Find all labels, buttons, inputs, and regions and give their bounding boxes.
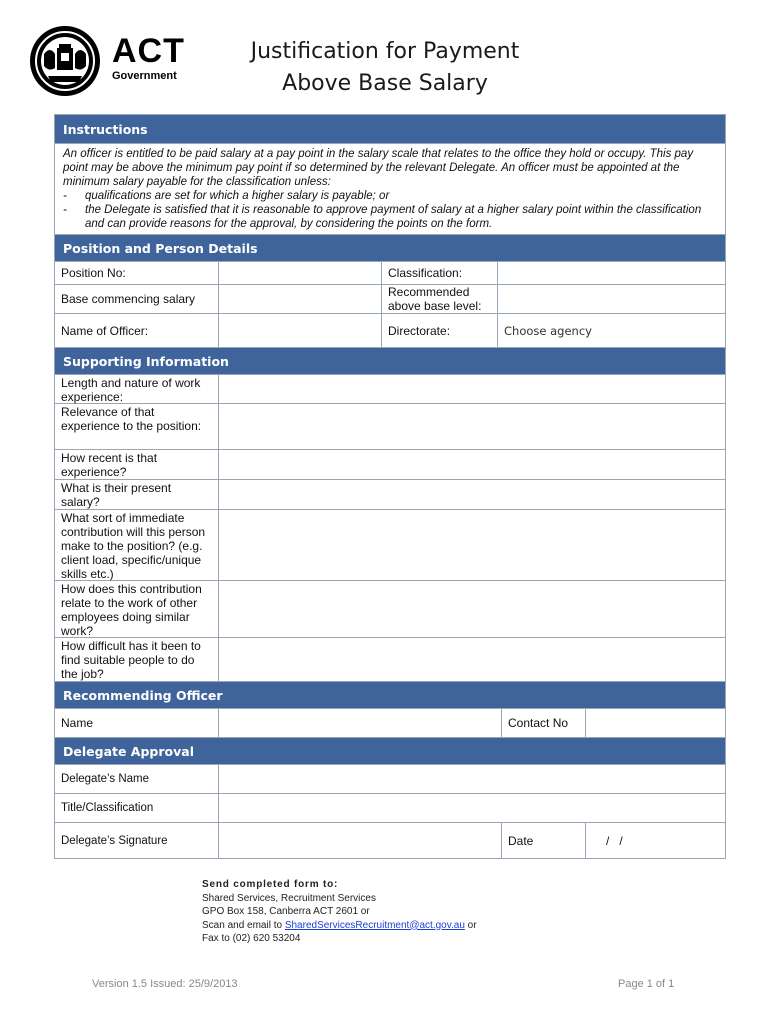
send-to-block <box>202 878 477 946</box>
document-title <box>200 36 570 100</box>
contact-no-label: Contact No <box>501 709 585 737</box>
supporting-row <box>55 580 725 637</box>
coat-of-arms-icon <box>30 26 100 96</box>
base-salary-field[interactable] <box>218 285 381 313</box>
recommended-field[interactable] <box>497 285 725 313</box>
answer-field[interactable] <box>218 510 725 580</box>
instructions-bullet <box>63 203 717 231</box>
instructions-bullet <box>63 189 717 203</box>
bullet-text: the Delegate is satisfied that it is reasonable to approve payment of salary at a higher salary point within the classification and can provide reasons for the approval, by considering the points on the form. <box>85 204 702 230</box>
contact-no-field[interactable] <box>585 709 725 737</box>
base-salary-label: Base commencing salary <box>61 292 196 306</box>
position-row <box>55 261 725 284</box>
delegate-name-label: Delegate’s Name <box>61 773 150 785</box>
supporting-row <box>55 374 725 403</box>
delegate-signature-field[interactable] <box>218 823 501 858</box>
recommending-heading: Recommending Officer <box>55 681 725 708</box>
justification-form <box>54 114 726 859</box>
instructions-text <box>55 143 725 234</box>
logo-subtext: Government <box>112 70 177 82</box>
answer-field[interactable] <box>218 375 725 403</box>
position-no-field[interactable] <box>218 262 381 284</box>
recommending-row <box>55 708 725 737</box>
directorate-label: Directorate: <box>381 314 497 347</box>
directorate-select[interactable]: Choose agency <box>497 314 725 347</box>
send-heading: Send completed form to: <box>202 879 339 890</box>
officer-row <box>55 313 725 347</box>
recommended-label: Recommended above base level: <box>381 285 497 313</box>
send-line-4: Fax to (02) 620 53204 <box>202 933 301 944</box>
send-line-3 <box>202 919 477 933</box>
supporting-row <box>55 479 725 509</box>
delegate-row <box>55 793 725 822</box>
supporting-row <box>55 637 725 681</box>
classification-label: Classification: <box>381 262 497 284</box>
supporting-row <box>55 509 725 580</box>
supporting-row <box>55 403 725 449</box>
date-label: Date <box>501 823 585 858</box>
question-label: How does this contribution relate to the work of other employees doing similar work? <box>61 582 202 638</box>
answer-field[interactable] <box>218 480 725 509</box>
question-label: How difficult has it been to find suitable people to do the job? <box>61 639 201 681</box>
bullet-text: qualifications are set for which a higher salary is payable; or <box>85 190 390 202</box>
classification-field[interactable] <box>497 262 725 284</box>
officer-name-field[interactable] <box>218 314 381 347</box>
delegate-row <box>55 764 725 793</box>
supporting-row <box>55 449 725 479</box>
question-label: How recent is that experience? <box>61 451 158 479</box>
version-footer: Version 1.5 Issued: 25/9/2013 <box>92 978 238 990</box>
answer-field[interactable] <box>218 450 725 479</box>
recommending-name-label: Name <box>61 716 94 730</box>
answer-field[interactable] <box>218 404 725 449</box>
bullet-dash: - <box>63 204 67 216</box>
page-number: Page 1 of 1 <box>618 978 675 990</box>
position-heading: Position and Person Details <box>55 234 725 261</box>
send-line-3-post: or <box>464 919 477 931</box>
send-line-2: GPO Box 158, Canberra ACT 2601 or <box>202 906 370 917</box>
officer-name-label: Name of Officer: <box>61 323 149 338</box>
question-label: Relevance of that experience to the position: <box>61 405 202 433</box>
instructions-body: An officer is entitled to be paid salary at a pay point in the salary scale that relates to the office they hold or occupy. This pay point may be above the minimum pay point if so determined by the relevant Delegate. An officer must be appointed at the minimum salary payable for the classification unless: <box>63 148 694 188</box>
act-government-logo <box>30 26 190 92</box>
delegate-name-field[interactable] <box>218 765 725 793</box>
question-label: Length and nature of work experience: <box>61 376 201 404</box>
delegate-row <box>55 822 725 858</box>
title-line-2: Above Base Salary <box>282 71 488 96</box>
supporting-heading: Supporting Information <box>55 347 725 374</box>
date-field[interactable]: / / <box>585 823 725 858</box>
delegate-title-field[interactable] <box>218 794 725 822</box>
recommending-name-field[interactable] <box>218 709 501 737</box>
title-line-1: Justification for Payment <box>250 39 520 64</box>
instructions-heading: Instructions <box>55 115 725 143</box>
delegate-signature-label: Delegate’s Signature <box>61 834 168 847</box>
logo-text: ACT <box>112 32 185 70</box>
answer-field[interactable] <box>218 581 725 637</box>
send-line-3-pre: Scan and email to <box>202 919 285 931</box>
question-label: What is their present salary? <box>61 481 172 509</box>
email-link[interactable]: SharedServicesRecruitment@act.gov.au <box>284 919 465 931</box>
delegate-heading: Delegate Approval <box>55 737 725 764</box>
bullet-dash: - <box>63 190 67 202</box>
salary-row <box>55 284 725 313</box>
delegate-title-label: Title/Classification <box>61 802 154 814</box>
send-line-1: Shared Services, Recruitment Services <box>202 892 376 904</box>
position-no-label: Position No: <box>61 266 126 280</box>
answer-field[interactable] <box>218 638 725 681</box>
question-label: What sort of immediate contribution will this person make to the position? (e.g. client load, specific/unique skills etc.) <box>61 511 206 581</box>
